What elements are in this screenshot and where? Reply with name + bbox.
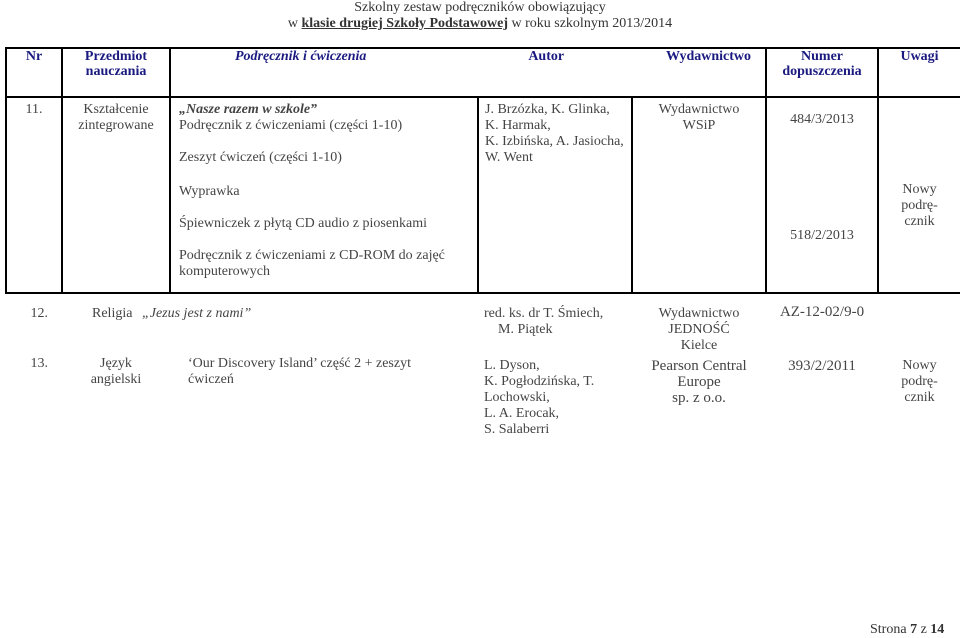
header-line-2 — [0, 16, 960, 32]
header-subject: Przedmiot nauczania — [62, 48, 170, 97]
table-row — [6, 293, 960, 354]
row-12-author: red. ks. dr T. Śmiech, M. Piątek — [484, 306, 604, 337]
row-13-notes: Nowy podrę- cznik — [901, 358, 938, 405]
textbook-table — [5, 47, 960, 438]
header-number: Numer dopuszczenia — [766, 48, 878, 97]
header-class-link: klasie drugiej Szkoły Podstawowej — [301, 16, 508, 31]
row-13-author: L. Dyson, K. Pogłodzińska, T. Lochowski, L. A. Erocak, S. Salaberri — [484, 358, 595, 437]
row-11-publisher: Wydawnictwo WSiP — [632, 97, 766, 293]
footer-separator: z — [917, 622, 931, 637]
row-12-number: AZ-12-02/9-0 — [779, 304, 865, 320]
row-12-publisher: Wydawnictwo JEDNOŚĆ Kielce — [658, 306, 740, 353]
row-13-number: 393/2/2011 — [788, 358, 856, 374]
table-row — [6, 354, 960, 438]
row-12-subject-book: Religia „Jezus jest z nami” — [92, 306, 252, 321]
header-author: Autor — [528, 49, 565, 64]
header-book-author-publisher — [170, 48, 766, 97]
row-13-publisher: Pearson Central Europe sp. z o.o. — [651, 358, 747, 406]
footer-page-total: 14 — [930, 622, 945, 637]
document-header — [0, 0, 960, 32]
row-11-book: „Nasze razem w szkole” Podręcznik z ćwiczeniami (części 1-10) Zeszyt ćwiczeń (części 1-10) Wyprawka Śpiewniczek z płytą CD audio z piosenkami Podręcznik z ćwiczeniami z CD-ROM do zajęć komputerowych — [170, 97, 478, 293]
row-11-notes: Nowy podrę- cznik — [878, 97, 960, 293]
row-13-nr: 13. — [30, 356, 48, 371]
row-11-subject: Kształcenie zintegrowane — [62, 97, 170, 293]
header-notes: Uwagi — [878, 48, 960, 97]
header-line-1: Szkolny zestaw podręczników obowiązujący — [354, 0, 606, 15]
table-row — [6, 97, 960, 293]
header-line-2-suffix: w roku szkolnym 2013/2014 — [508, 16, 673, 31]
row-12-nr: 12. — [30, 306, 48, 321]
footer-prefix: Strona — [870, 622, 911, 637]
row-13-subject: Język angielski — [90, 356, 142, 387]
header-publisher: Wydawnictwo — [665, 49, 752, 64]
row-12-book: „Jezus jest z nami” — [141, 306, 252, 321]
page-footer — [870, 622, 944, 638]
header-nr: Nr — [6, 48, 62, 97]
footer-page-number: 7 — [910, 622, 918, 637]
row-12-notes — [878, 293, 960, 354]
row-11-author: J. Brzózka, K. Glinka, K. Harmak, K. Izbińska, A. Jasiocha, W. Went — [478, 97, 632, 293]
row-13-book: ‘Our Discovery Island’ część 2 + zeszyt ćwiczeń — [188, 356, 411, 387]
header-book: Podręcznik i ćwiczenia — [235, 49, 367, 64]
header-line-2-prefix: w — [287, 16, 302, 31]
row-11-nr: 11. — [6, 97, 62, 293]
table-header-row — [6, 48, 960, 97]
row-11-number: 484/3/2013 518/2/2013 — [766, 97, 878, 293]
book-title: „Nasze razem w szkole” — [179, 102, 318, 117]
